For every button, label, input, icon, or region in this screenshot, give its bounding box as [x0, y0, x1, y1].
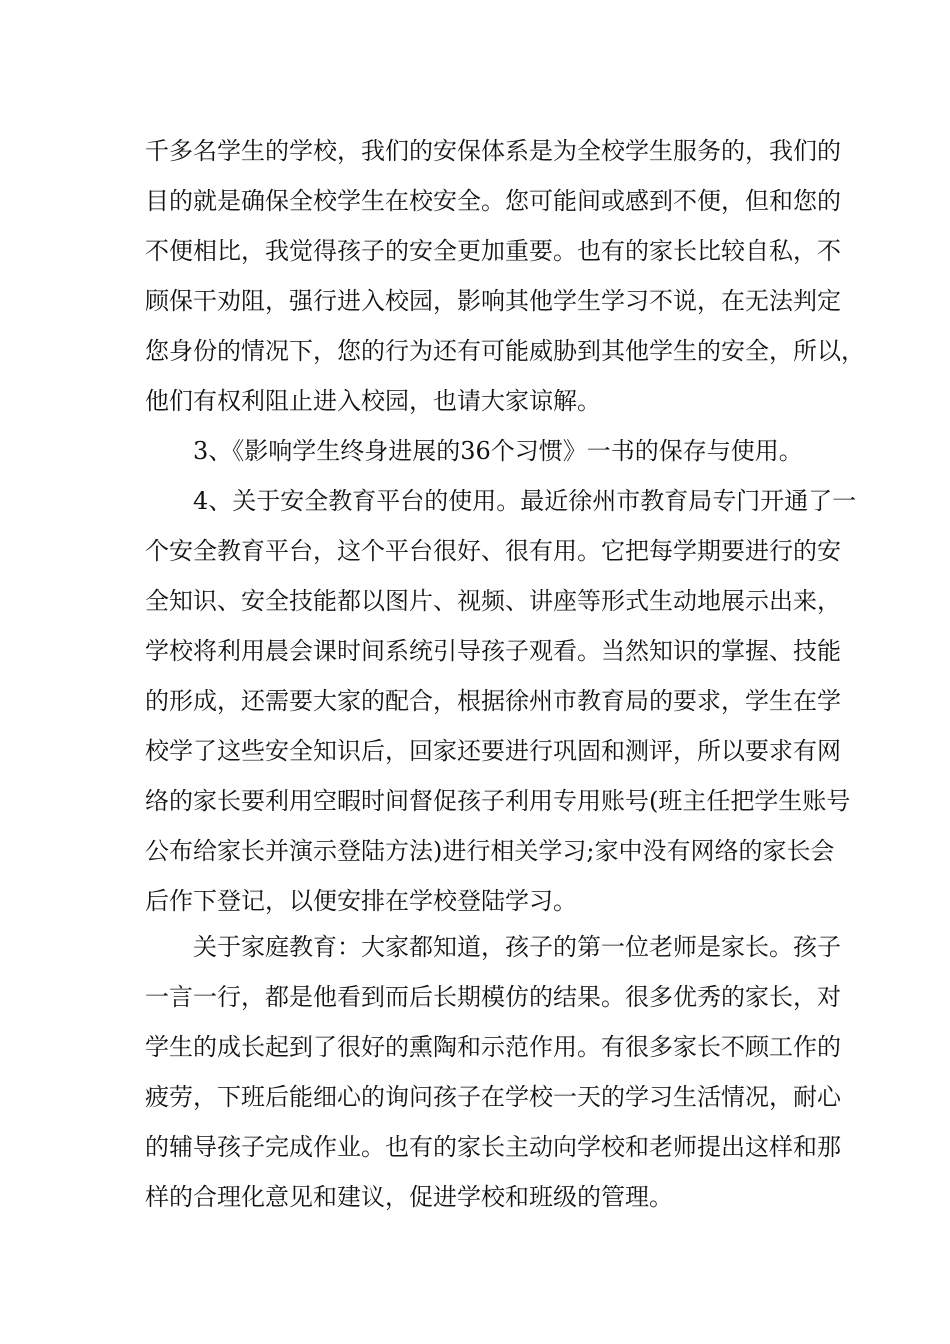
text-line: 疲劳，下班后能细心的询问孩子在学校一天的学习生活情况，耐心	[145, 1083, 841, 1111]
text-line: 不便相比，我觉得孩子的安全更加重要。也有的家长比较自私，不	[145, 237, 841, 265]
paragraph-item-3	[145, 426, 815, 476]
text-line: 他们有权利阻止进入校园，也请大家谅解。	[145, 387, 601, 415]
paragraph-security-continued	[145, 126, 865, 426]
text-line: 顾保干劝阻，强行进入校园，影响其他学生学习不说，在无法判定	[145, 287, 841, 315]
text-line: 络的家长要利用空暇时间督促孩子利用专用账号(班主任把学生账号	[145, 787, 851, 815]
text-line: 关于家庭教育：大家都知道，孩子的第一位老师是家长。孩子	[193, 933, 841, 961]
text-line: 一言一行，都是他看到而后长期模仿的结果。很多优秀的家长，对	[145, 983, 841, 1011]
text-line: 样的合理化意见和建议，促进学校和班级的管理。	[145, 1183, 673, 1211]
text-line: 的形成，还需要大家的配合，根据徐州市教育局的要求，学生在学	[145, 687, 841, 715]
paragraph-family-education	[145, 922, 841, 1222]
text-line: 3、《影响学生终身进展的36个习惯》一书的保存与使用。	[193, 437, 803, 465]
text-line: 您身份的情况下，您的行为还有可能威胁到其他学生的安全，所以，	[145, 337, 865, 365]
text-line: 校学了这些安全知识后，回家还要进行巩固和测评，所以要求有网	[145, 737, 841, 765]
text-line: 4、关于安全教育平台的使用。最近徐州市教育局专门开通了一	[193, 487, 857, 515]
text-line: 全知识、安全技能都以图片、视频、讲座等形式生动地展示出来，	[145, 587, 841, 615]
text-line: 后作下登记，以便安排在学校登陆学习。	[145, 887, 577, 915]
paragraph-item-4	[145, 476, 857, 926]
text-line: 个安全教育平台，这个平台很好、很有用。它把每学期要进行的安	[145, 537, 841, 565]
text-line: 公布给家长并演示登陆方法)进行相关学习;家中没有网络的家长会	[145, 837, 835, 865]
text-line: 的辅导孩子完成作业。也有的家长主动向学校和老师提出这样和那	[145, 1133, 841, 1161]
text-line: 目的就是确保全校学生在校安全。您可能间或感到不便，但和您的	[145, 187, 841, 215]
text-line: 学生的成长起到了很好的熏陶和示范作用。有很多家长不顾工作的	[145, 1033, 841, 1061]
text-line: 学校将利用晨会课时间系统引导孩子观看。当然知识的掌握、技能	[145, 637, 841, 665]
text-line: 千多名学生的学校，我们的安保体系是为全校学生服务的，我们的	[145, 137, 841, 165]
